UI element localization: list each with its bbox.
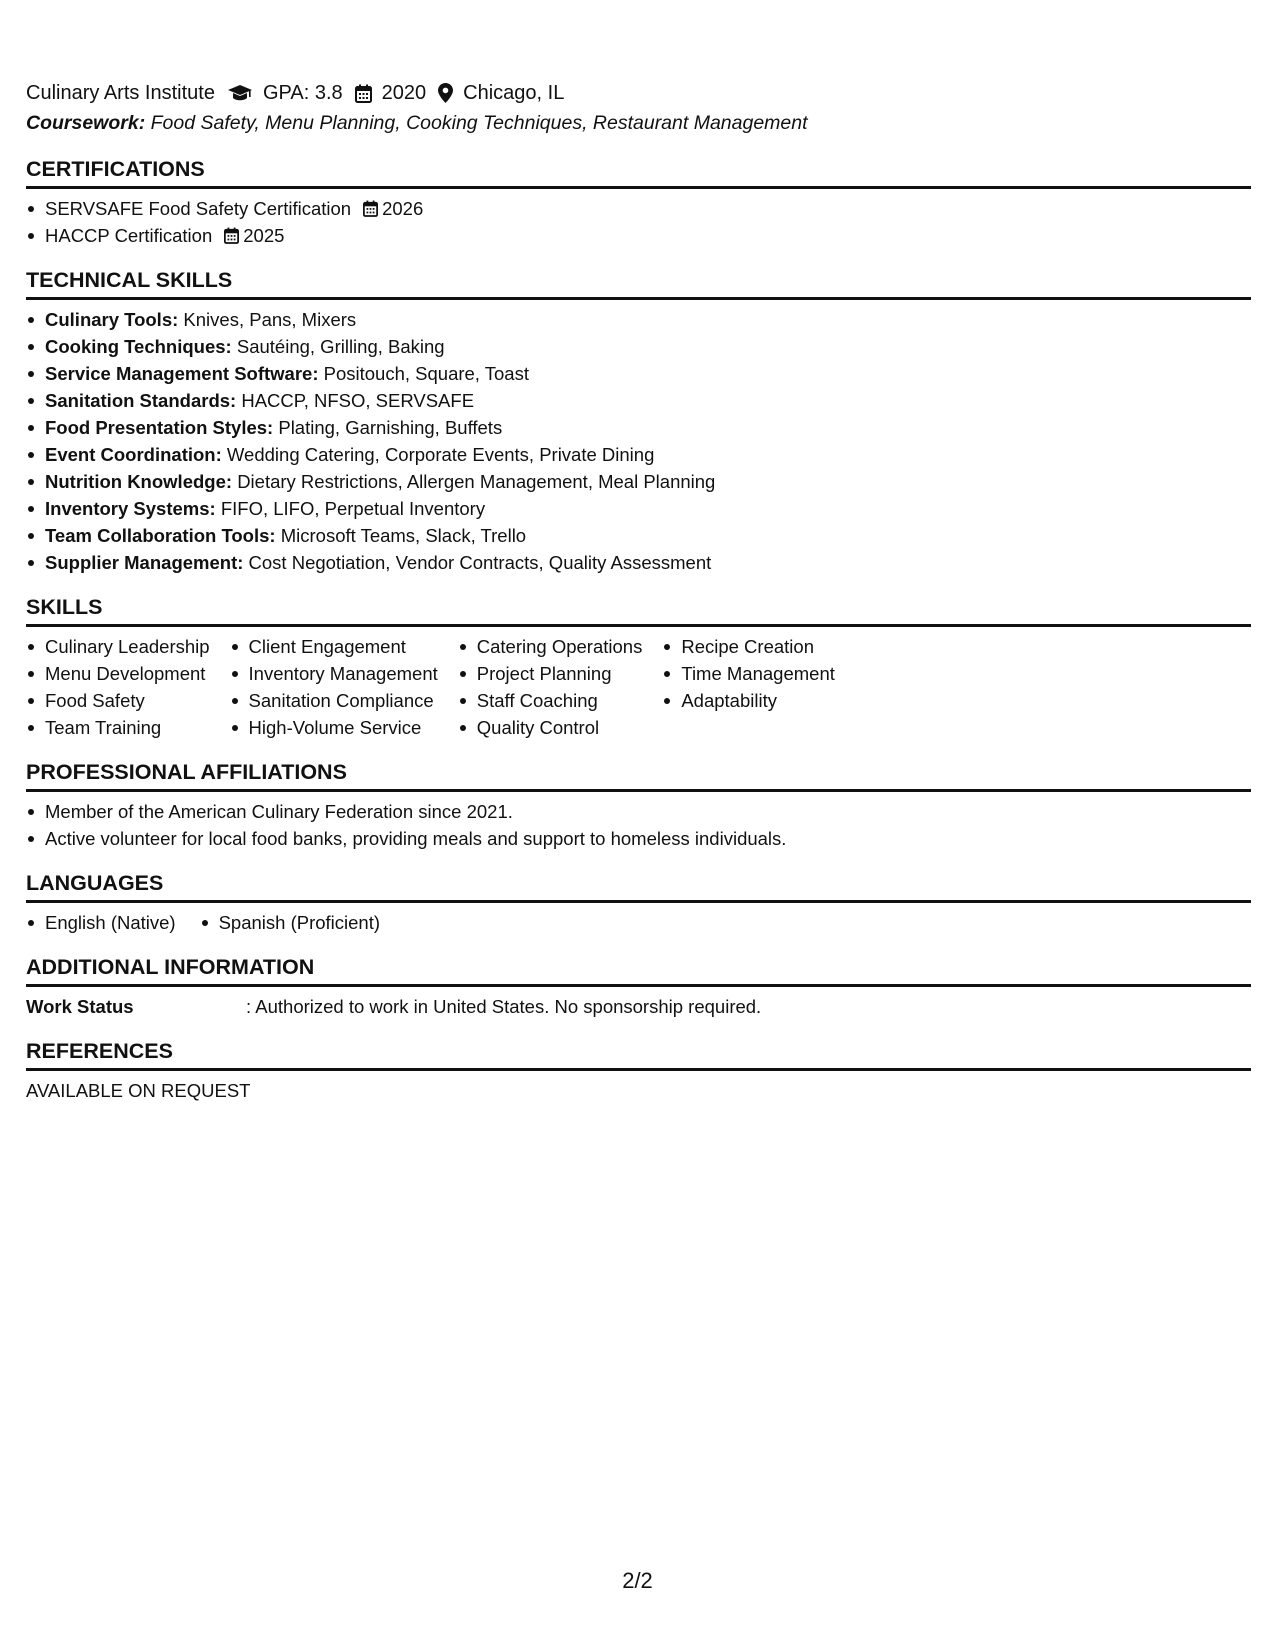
skills-grid (26, 633, 1251, 741)
skill-values: Dietary Restrictions, Allergen Management, Meal Planning (237, 471, 716, 492)
section-divider (26, 297, 1251, 300)
language-column (200, 909, 380, 936)
section-divider (26, 789, 1251, 792)
list-item: Active volunteer for local food banks, providing meals and support to homeless individuals. (26, 825, 1251, 852)
list-item: Client Engagement (230, 633, 438, 660)
list-item (26, 495, 1251, 522)
list-item: Recipe Creation (662, 633, 835, 660)
list-item: Staff Coaching (458, 687, 643, 714)
skill-values: Knives, Pans, Mixers (183, 309, 357, 330)
list-item: English (Native) (26, 909, 176, 936)
list-item: Adaptability (662, 687, 835, 714)
skill-category: Sanitation Standards: (45, 390, 237, 411)
list-item: Sanitation Compliance (230, 687, 438, 714)
list-item: Culinary Leadership (26, 633, 210, 660)
list-item: Menu Development (26, 660, 210, 687)
coursework-label: Coursework: (26, 112, 146, 134)
skills-column (230, 633, 438, 741)
certification-name: HACCP Certification (45, 225, 213, 246)
certification-year: 2025 (243, 225, 285, 246)
section-divider (26, 1068, 1251, 1071)
section-divider (26, 984, 1251, 987)
list-item (26, 414, 1251, 441)
calendar-icon (355, 84, 372, 103)
certifications-list (26, 195, 1251, 249)
list-item: Spanish (Proficient) (200, 909, 380, 936)
skill-values: Cost Negotiation, Vendor Contracts, Quality Assessment (248, 552, 712, 573)
skill-category: Cooking Techniques: (45, 336, 232, 357)
list-item (26, 306, 1251, 333)
list-item (26, 387, 1251, 414)
list-item: Member of the American Culinary Federation since 2021. (26, 798, 1251, 825)
skills-column (26, 633, 210, 741)
page-number: 2/2 (622, 1568, 653, 1593)
technical-skills-heading: TECHNICAL SKILLS (26, 268, 233, 292)
languages-heading: LANGUAGES (26, 871, 164, 895)
list-item (26, 195, 1251, 222)
list-item (26, 468, 1251, 495)
calendar-icon (224, 227, 239, 244)
languages-list (26, 909, 1251, 936)
skill-values: FIFO, LIFO, Perpetual Inventory (220, 498, 486, 519)
skills-heading: SKILLS (26, 595, 103, 619)
list-item: Time Management (662, 660, 835, 687)
skill-category: Culinary Tools: (45, 309, 179, 330)
skill-category: Service Management Software: (45, 363, 319, 384)
skill-values: Sautéing, Grilling, Baking (236, 336, 445, 357)
section-divider (26, 900, 1251, 903)
list-item (26, 360, 1251, 387)
skill-category: Nutrition Knowledge: (45, 471, 233, 492)
graduation-year: 2020 (381, 81, 427, 104)
skill-category: Food Presentation Styles: (45, 417, 274, 438)
references-text: AVAILABLE ON REQUEST (26, 1080, 251, 1101)
coursework-line (26, 108, 1251, 138)
list-item (26, 522, 1251, 549)
resume-page (26, 78, 1251, 1104)
list-item: Food Safety (26, 687, 210, 714)
calendar-icon (363, 200, 378, 217)
list-item (26, 222, 1251, 249)
institution-name: Culinary Arts Institute (26, 81, 215, 104)
certification-name: SERVSAFE Food Safety Certification (45, 198, 352, 219)
list-item: High-Volume Service (230, 714, 438, 741)
list-item: Project Planning (458, 660, 643, 687)
work-status-label: Work Status (26, 996, 134, 1017)
certifications-heading: CERTIFICATIONS (26, 157, 205, 181)
education-line (26, 78, 1251, 108)
skill-values: HACCP, NFSO, SERVSAFE (241, 390, 475, 411)
list-item: Catering Operations (458, 633, 643, 660)
technical-skills-list (26, 306, 1251, 576)
additional-info-heading: ADDITIONAL INFORMATION (26, 955, 315, 979)
skill-category: Supplier Management: (45, 552, 244, 573)
list-item (26, 441, 1251, 468)
skill-values: Plating, Garnishing, Buffets (278, 417, 503, 438)
skills-column (458, 633, 643, 741)
list-item: Inventory Management (230, 660, 438, 687)
gpa: GPA: 3.8 (262, 81, 343, 104)
affiliations-heading: PROFESSIONAL AFFILIATIONS (26, 760, 347, 784)
section-divider (26, 624, 1251, 627)
references-heading: REFERENCES (26, 1039, 173, 1063)
skill-category: Team Collaboration Tools: (45, 525, 276, 546)
list-item: Team Training (26, 714, 210, 741)
location: Chicago, IL (463, 81, 565, 104)
list-item: Quality Control (458, 714, 643, 741)
skill-values: Positouch, Square, Toast (323, 363, 529, 384)
certification-year: 2026 (382, 198, 424, 219)
skill-category: Inventory Systems: (45, 498, 216, 519)
language-column (26, 909, 176, 936)
coursework-text: Food Safety, Menu Planning, Cooking Techniques, Restaurant Management (150, 112, 808, 134)
affiliations-list (26, 798, 1251, 852)
graduation-cap-icon (227, 84, 253, 102)
map-pin-icon (438, 83, 453, 103)
skill-values: Wedding Catering, Corporate Events, Private Dining (226, 444, 655, 465)
list-item (26, 333, 1251, 360)
work-status-value: : Authorized to work in United States. No sponsorship required. (246, 996, 762, 1017)
skills-column (662, 633, 835, 741)
skill-values: Microsoft Teams, Slack, Trello (280, 525, 527, 546)
section-divider (26, 186, 1251, 189)
skill-category: Event Coordination: (45, 444, 222, 465)
list-item (26, 549, 1251, 576)
work-status-row (26, 993, 1251, 1020)
